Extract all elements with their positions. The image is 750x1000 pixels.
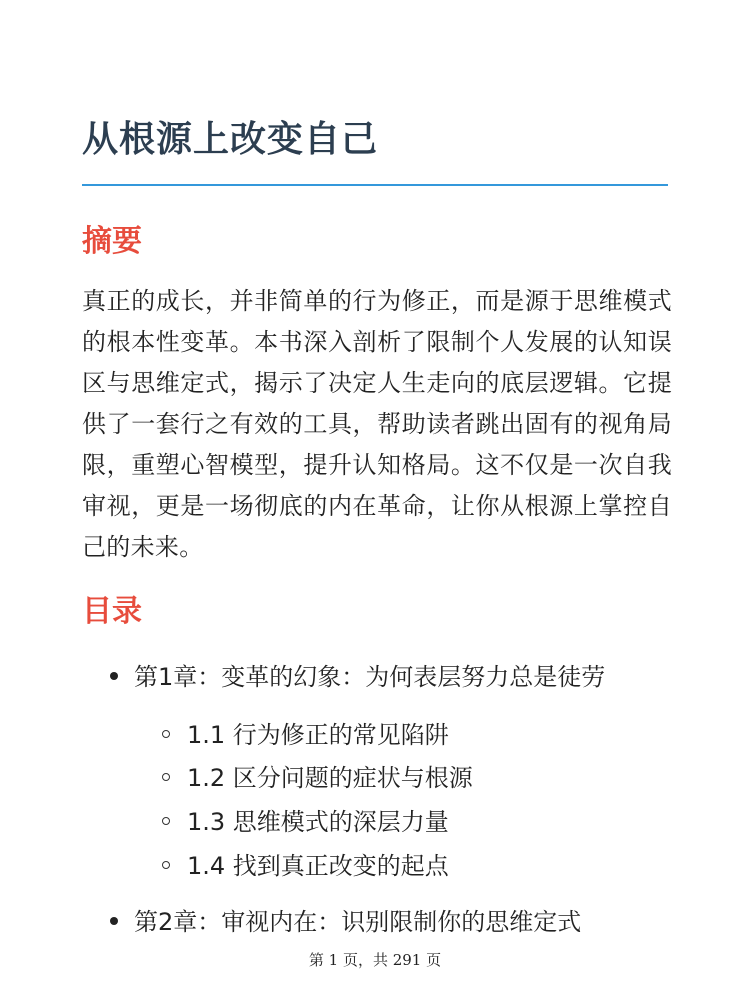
toc-section-label: 1.1 行为修正的常见陷阱: [187, 721, 449, 749]
abstract-paragraph: 真正的成长，并非简单的行为修正，而是源于思维模式的根本性变革。本书深入剖析了限制个人发展的认知误区与思维定式，揭示了决定人生走向的底层逻辑。它提供了一套行之有效的工具，帮助读者跳出固有的视角局限，重塑心智模型，提升认知格局。这不仅是一次自我审视，更是一场彻底的内在革命，让你从根源上掌控自己的未来。: [82, 287, 672, 561]
bullet-dot-icon: [110, 672, 118, 680]
toc-section-label: 1.2 区分问题的症状与根源: [187, 764, 473, 792]
title-divider: [82, 184, 668, 186]
bullet-circle-icon: [162, 730, 170, 738]
toc-section-label: 1.3 思维模式的深层力量: [187, 808, 449, 836]
toc-section-1-3: [162, 805, 449, 839]
toc-chapter-1-label: 第1章：变革的幻象：为何表层努力总是徒劳: [134, 663, 606, 691]
bullet-circle-icon: [162, 773, 170, 781]
bullet-circle-icon: [162, 861, 170, 869]
toc-chapter-2-label: 第2章：审视内在：识别限制你的思维定式: [134, 908, 582, 936]
toc-chapter-1: [110, 660, 605, 694]
document-title: 从根源上改变自己: [82, 119, 379, 160]
toc-heading: 目录: [82, 594, 142, 629]
page-footer: 第 1 页，共 291 页: [308, 951, 442, 969]
bullet-circle-icon: [162, 817, 170, 825]
toc-section-label: 1.4 找到真正改变的起点: [187, 852, 449, 880]
abstract-heading: 摘要: [82, 224, 142, 259]
toc-section-1-1: [162, 718, 449, 752]
bullet-dot-icon: [110, 917, 118, 925]
toc-chapter-2: [110, 905, 581, 939]
toc-section-1-2: [162, 761, 473, 795]
toc-section-1-4: [162, 849, 449, 883]
